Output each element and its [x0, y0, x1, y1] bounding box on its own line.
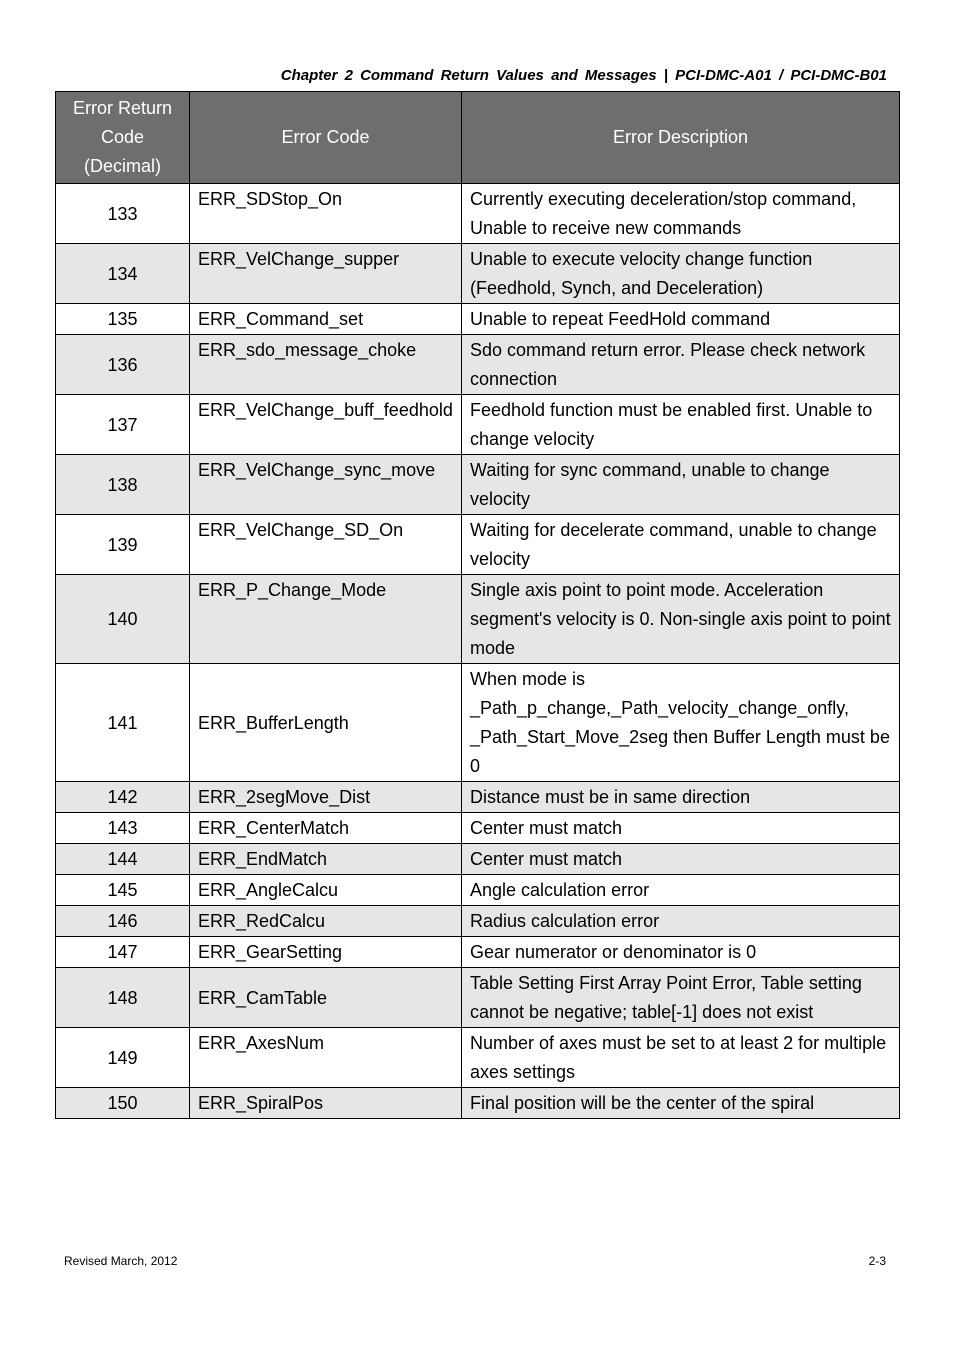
error-description-cell: Waiting for sync command, unable to change velocity — [462, 455, 900, 515]
column-header-error-description: Error Description — [462, 92, 900, 184]
error-description-cell: Center must match — [462, 844, 900, 875]
error-description-cell: Currently executing deceleration/stop command, Unable to receive new commands — [462, 184, 900, 244]
error-code-cell: ERR_AxesNum — [190, 1028, 462, 1088]
error-description-cell: When mode is _Path_p_change,_Path_velocity_change_onfly, _Path_Start_Move_2seg then Buffer Length must be 0 — [462, 664, 900, 782]
error-code-cell: ERR_SDStop_On — [190, 184, 462, 244]
error-description-cell: Waiting for decelerate command, unable to change velocity — [462, 515, 900, 575]
error-description-cell: Single axis point to point mode. Acceleration segment's velocity is 0. Non-single axis point to point mode — [462, 575, 900, 664]
header-line: (Decimal) — [83, 156, 161, 176]
header-line: Error Return — [72, 98, 173, 118]
error-code-cell: ERR_VelChange_SD_On — [190, 515, 462, 575]
footer-page-number: 2-3 — [868, 1254, 886, 1268]
error-return-code-cell: 146 — [56, 906, 190, 937]
table-row — [56, 395, 900, 455]
running-header: Chapter 2 Command Return Values and Messages | PCI-DMC-A01 / PCI-DMC-B01 — [280, 67, 887, 84]
error-return-code-cell: 139 — [56, 515, 190, 575]
error-code-cell: ERR_VelChange_sync_move — [190, 455, 462, 515]
error-return-code-cell: 133 — [56, 184, 190, 244]
error-description-cell: Table Setting First Array Point Error, Table setting cannot be negative; table[-1] does not exist — [462, 968, 900, 1028]
table-row — [56, 335, 900, 395]
column-header-return-code — [56, 92, 190, 184]
error-description-cell: Number of axes must be set to at least 2 for multiple axes settings — [462, 1028, 900, 1088]
table-row — [56, 813, 900, 844]
error-return-code-cell: 149 — [56, 1028, 190, 1088]
error-code-cell: ERR_CamTable — [190, 968, 462, 1028]
error-code-cell: ERR_SpiralPos — [190, 1088, 462, 1119]
table-header-row — [56, 92, 900, 184]
error-code-cell: ERR_BufferLength — [190, 664, 462, 782]
error-return-code-cell: 148 — [56, 968, 190, 1028]
error-return-code-cell: 137 — [56, 395, 190, 455]
table-row — [56, 782, 900, 813]
table-row — [56, 906, 900, 937]
error-description-cell: Feedhold function must be enabled first. Unable to change velocity — [462, 395, 900, 455]
error-return-code-cell: 134 — [56, 244, 190, 304]
error-code-cell: ERR_VelChange_buff_feedhold — [190, 395, 462, 455]
error-return-code-cell: 150 — [56, 1088, 190, 1119]
footer-revision: Revised March, 2012 — [64, 1254, 178, 1268]
error-code-cell: ERR_EndMatch — [190, 844, 462, 875]
error-code-cell: ERR_VelChange_supper — [190, 244, 462, 304]
header-line: Code — [100, 127, 145, 147]
error-code-cell: ERR_Command_set — [190, 304, 462, 335]
error-code-cell: ERR_RedCalcu — [190, 906, 462, 937]
error-description-cell: Unable to repeat FeedHold command — [462, 304, 900, 335]
table-row — [56, 937, 900, 968]
error-return-code-cell: 135 — [56, 304, 190, 335]
table-row — [56, 184, 900, 244]
error-code-cell: ERR_2segMove_Dist — [190, 782, 462, 813]
table-row — [56, 875, 900, 906]
table-row — [56, 844, 900, 875]
error-description-cell: Angle calculation error — [462, 875, 900, 906]
error-return-code-cell: 141 — [56, 664, 190, 782]
table-row — [56, 304, 900, 335]
column-header-error-code: Error Code — [190, 92, 462, 184]
error-code-cell: ERR_AngleCalcu — [190, 875, 462, 906]
table-row — [56, 1028, 900, 1088]
error-description-cell: Gear numerator or denominator is 0 — [462, 937, 900, 968]
table-row — [56, 664, 900, 782]
table-row — [56, 968, 900, 1028]
error-description-cell: Radius calculation error — [462, 906, 900, 937]
error-description-cell: Distance must be in same direction — [462, 782, 900, 813]
table-row — [56, 575, 900, 664]
table-row — [56, 515, 900, 575]
error-return-code-cell: 145 — [56, 875, 190, 906]
error-description-cell: Final position will be the center of the spiral — [462, 1088, 900, 1119]
error-return-code-cell: 143 — [56, 813, 190, 844]
error-description-cell: Center must match — [462, 813, 900, 844]
error-return-code-cell: 140 — [56, 575, 190, 664]
error-code-cell: ERR_sdo_message_choke — [190, 335, 462, 395]
table-row — [56, 455, 900, 515]
table-row — [56, 1088, 900, 1119]
error-return-code-cell: 142 — [56, 782, 190, 813]
error-return-code-cell: 144 — [56, 844, 190, 875]
table-row — [56, 244, 900, 304]
error-description-cell: Unable to execute velocity change function (Feedhold, Synch, and Deceleration) — [462, 244, 900, 304]
error-code-cell: ERR_GearSetting — [190, 937, 462, 968]
error-return-code-cell: 147 — [56, 937, 190, 968]
error-table — [55, 91, 900, 1119]
error-return-code-cell: 138 — [56, 455, 190, 515]
error-code-cell: ERR_P_Change_Mode — [190, 575, 462, 664]
error-return-code-cell: 136 — [56, 335, 190, 395]
error-description-cell: Sdo command return error. Please check network connection — [462, 335, 900, 395]
error-code-cell: ERR_CenterMatch — [190, 813, 462, 844]
